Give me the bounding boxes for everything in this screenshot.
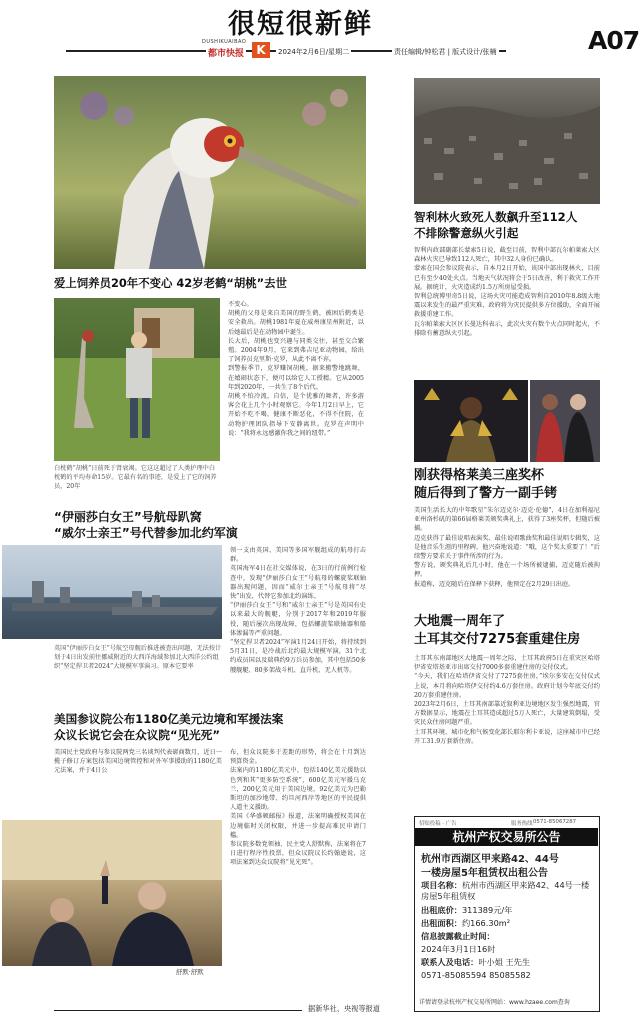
ad-label: 招贴投稿 · 广告 — [419, 821, 457, 827]
ad-area-label: 出租面积： — [421, 918, 462, 928]
ad-line-2: 一楼房屋5年租赁权出租公告 — [421, 868, 548, 879]
chile-headline-1: 智利林火致死人数飙升至112人 — [414, 210, 578, 224]
ad-footer: 详情请登录杭州产权交易所网站：www.hzaee.com查询 — [419, 999, 570, 1006]
carrier-caption: 英国“伊丽莎白女王”号航空母舰后推进被查出问题，无法按计划于4日出发前往挪威附近的大西洋海域参加北大西洋公约组织“坚定捍卫者2024”大规模军事演习。原本它要率 — [54, 645, 222, 670]
carrier-headline-2: “威尔士亲王”号代替参加北约军演 — [54, 526, 238, 540]
us-aid-body-left: 美国民主党政府与参议院两党三名谈判代表磋商数月，近日一揽子修订方案包括美国边境管控和对外军事援助的1180亿美元法案，并于4日公 — [54, 749, 222, 775]
paper-name: 都市快报 — [206, 46, 246, 59]
chile-headline-2: 不排除警意纵火引起 — [414, 226, 519, 240]
chile-body: 智利内政部副部长蒙索5日说，截至目前，智利中部瓦尔帕莱索大区森林火灾已导致112人死亡，其中32人身份已确认。 蒙索在国会参议院表示，自本月2日开始，该国中部出现林火，目前已有至少40处火点。当地天气状况将会于5日改善，利于救灾工作开展。据统计，火灾造成约1.5万所房屋受损。 智利总统博里奇5日说，这场火灾可能造成智利自2010年8.8级大地震以来发生的最严重灾难，政府将为灾民提供多方位援助，全面开展救援重建工作。 瓦尔帕莱索大区区长曼达科表示，此次火灾有数个火点同时起火，不排除有蓄意纵火引起。 — [414, 247, 600, 337]
us-aid-headline-1: 美国参议院公布1180亿美元边境和军援法案 — [54, 712, 284, 726]
paper-pinyin: DUSHIKUAIBAO — [202, 39, 247, 45]
zookeeper-photo — [54, 298, 220, 461]
crane-caption: 白枕鹤“胡桃”日前死于肾衰竭。它这这超过了人类护理中白枕鹤的平均寿命15岁。它最有名的事迹，是爱上了它的饲养员，20年 — [54, 465, 217, 490]
us-aid-headline-2: 众议长说它会在众议院“见光死” — [54, 728, 220, 742]
ad-area — [421, 918, 510, 929]
ad-contact — [421, 957, 530, 968]
grammy-body: 美国生活长大的中年歌星“朱尔迈克尔·迈克·伦德”，4日在加利福尼亚州洛杉矶的第66届格莱美颁奖典礼上，获得了3座奖杯，但随后被捕。 迈克获得了最佳说唱表演奖、最佳说唱歌曲奖和最佳说唱专辑奖，这是他音乐生涯的里程碑，他兴奋地说道：“哦，这个奖太重要了！”后续警方要求关于事件所涉的行为。 警方说，颁奖典礼后几小时，他在一个场所被逮捕，迈克随后被拘押。 报道称，迈克随后在保释下获释，他预定在2月29日出庭。 — [414, 507, 600, 588]
grammy-headline-1: 刚获得格莱美三座奖杯 — [414, 468, 545, 483]
page-number: A07 — [588, 26, 640, 55]
chile-fire-photo — [414, 78, 600, 204]
footer-credit: 据新华社、央视等报道 — [308, 1004, 380, 1013]
ad-line-1: 杭州市西湖区甲来路42、44号 — [421, 854, 559, 865]
footer-rule — [54, 1010, 302, 1011]
grammy-headline-2: 随后得到了警方一副手铐 — [414, 486, 558, 501]
ad-project — [421, 880, 593, 902]
ad-contact-label: 联系人及电话： — [421, 957, 479, 967]
schumer-photo — [2, 820, 222, 966]
ad-deadline-label: 信息披露截止时间： — [421, 931, 495, 941]
us-aid-body-right: 布，但众议院多于差距的形势，将会在十月到达预算资金。 法案内的1180亿美元中，包括140亿美元援助以色列和其“更多防空系统”，600亿美元军援乌克兰，200亿美元用于美国边境，92亿美元为巴勒斯坦的加沙地带、约旦河西岸等地区的平民提供人道主义援助。 美国《华盛顿邮报》报道，法案明确授权美国在边境临时关闭权限，并进一步提高难民申请门槛。 参议院多数党领袖、民主党人舒默称，法案将在7日进行程序性投票，但众议院议长约翰逊说，这项法案到达众议院将“见光死”。 — [230, 749, 366, 867]
date-line: 2024年2月6日/星期二 — [278, 48, 350, 56]
carrier-body: 领一支由英国、美国等多国军舰组成的航母打击群。 英国海军4日在社交媒体说，在3日的行前例行检查中，发现“伊丽莎白女王”号航母的螺旋桨联轴器出现问题，因而“威尔士亲王”号航母将“尽快”出发，代替它参加北约演练。 “伊丽莎白女王”号和“威尔士亲王”号是英国有史以来最大的舰艇，分别于2017年和2019年服役，随后屡次出现故障，包括螺旋桨联轴器和船体渗漏等严重问题。 “坚定捍卫者2024”军演1月24日开始，将持续到5月31日，是冷战后北约最大规模军演，31个北约成员国以及瑞典约9万兵员参加，其中包括50多艘舰艇、80多架战斗机、直升机、无人机等。 — [230, 547, 366, 674]
ad-hotline-label: 服务热线 — [511, 821, 533, 827]
ad-project-value: 杭州市西湖区甲来路42、44号一楼房屋5年租赁权 — [421, 880, 590, 901]
crane-body: 不变心。 胡桃的父母是来自美国的野生鹤，被困后鹤类是安全救出。胡桃1981年夏在威州康星州附近，以后她最后是在动物园中诞生。 长大后，胡桃也变兴趣与同类交往，甚至交合繁殖。2004年9月，它来到弗吉尼亚动物园，给出了饲养员克里斯·克罗，从此不离不弃。 到警报季节，克罗赚饲胡桃，据来搬警地跳舞，在嬉闹状态下，便可以给它人工授精。它从2005年到2020年，一共生了8个后代。 胡桃不怕冷流，自信，是个优雅的舞者，许多游客会花上几个小时观察它。今年1月2日早上，它开始不吃不喝，健康不断恶化，不得不住院，在动物护理团队指导下安静离世。克罗在声明中说：“我将永远感激你我之间的纽带。” — [228, 301, 364, 437]
quake-headline-2: 土耳其交付7275套重建住房 — [414, 632, 581, 647]
ad-price-value: 311389元/年 — [461, 905, 513, 915]
ad-project-label: 项目名称： — [421, 880, 462, 890]
grammy-photo-right — [530, 380, 600, 462]
paper-logo-icon: K — [252, 42, 270, 58]
ad-area-value: 约166.30m² — [461, 918, 511, 928]
carrier-photo — [2, 545, 222, 639]
quake-headline-1: 大地震一周年了 — [414, 614, 506, 629]
column-title: 很短很新鲜 — [228, 9, 373, 40]
crane-photo — [54, 76, 366, 269]
crane-headline: 爱上饲养员20年不变心 42岁老鹤“胡桃”去世 — [54, 276, 287, 290]
ad-title-banner: 杭州产权交易所公告 — [415, 828, 598, 846]
schumer-photo-caption: 舒默·舒默 — [176, 968, 204, 976]
quake-body: 土耳其东南部地区大地震一周年之际，土耳其政府5日在重灾区哈塔伊省安塔基亚市出席交付7000多套重建住房的交付仪式。 “今天，我们在哈塔伊省交付了7275套住房，”埃尔多安在交付仪式上说，本月将向哈塔伊交付约4.6万套住房。政府计划今年底交付约20万套重建住房。 2023年2月6日，土耳其南部靠近叙利亚边境地区发生强烈地震，官方数据显示，地震在土耳其造成超过5万人死亡，大量建筑倒塌，受灾民众住房问题严重。 土耳其环境、城市化和气候变化部长耶尔利卡亚说，这座城市中已经开工31.9万套新住房。 — [414, 655, 600, 745]
ad-phones: 0571-85085594 85085582 — [421, 970, 531, 980]
ad-price — [421, 905, 512, 916]
ad-contact-value: 叶小姐 王先生 — [478, 957, 531, 967]
grammy-photo-left — [414, 380, 528, 462]
ad-price-label: 出租底价： — [421, 905, 462, 915]
ad-deadline-value: 2024年3月1日16时 — [421, 944, 496, 954]
ad-hotline: 0571-85067287 — [533, 819, 577, 825]
editor-line: 责任编辑/钟松君 | 版式设计/张楠 — [394, 48, 497, 56]
ad-box — [414, 816, 600, 1012]
carrier-headline-1: “伊丽莎白女王”号航母趴窝 — [54, 510, 202, 524]
